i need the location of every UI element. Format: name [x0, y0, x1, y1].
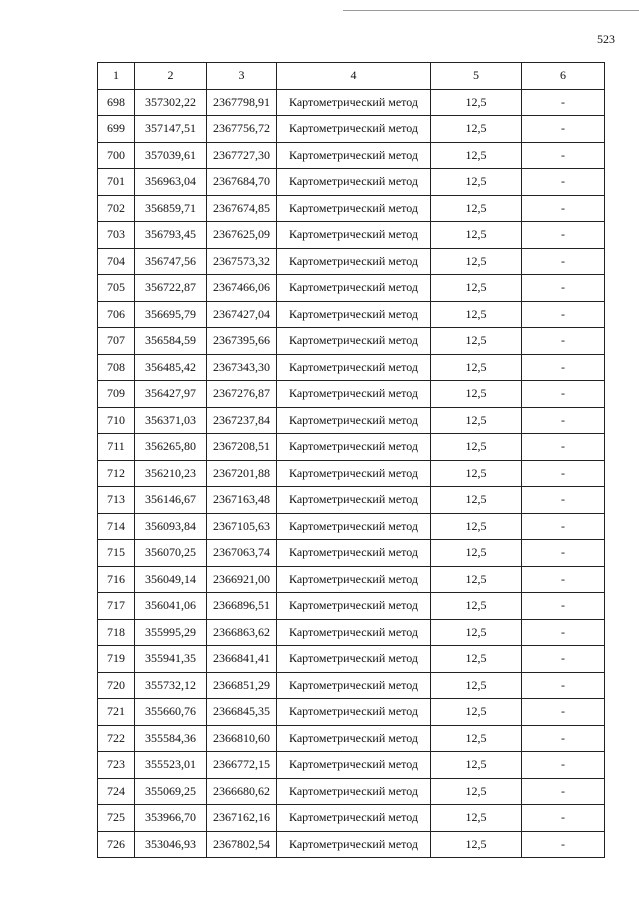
notes-cell: -: [522, 434, 605, 461]
notes-cell: -: [522, 275, 605, 302]
method-cell: Картометрический метод: [277, 116, 431, 143]
point-number-cell: 709: [98, 381, 135, 408]
header-col-6: 6: [522, 63, 605, 90]
notes-cell: -: [522, 593, 605, 620]
notes-cell: -: [522, 354, 605, 381]
notes-cell: -: [522, 566, 605, 593]
table-row: [98, 169, 605, 196]
point-number-cell: 712: [98, 460, 135, 487]
table-row: [98, 540, 605, 567]
table-row: [98, 142, 605, 169]
notes-cell: -: [522, 805, 605, 832]
accuracy-cell: 12,5: [431, 434, 522, 461]
table-header-row: [98, 63, 605, 90]
accuracy-cell: 12,5: [431, 89, 522, 116]
y-coordinate-cell: 2367684,70: [207, 169, 277, 196]
notes-cell: -: [522, 646, 605, 673]
method-cell: Картометрический метод: [277, 646, 431, 673]
notes-cell: -: [522, 195, 605, 222]
y-coordinate-cell: 2367727,30: [207, 142, 277, 169]
y-coordinate-cell: 2367162,16: [207, 805, 277, 832]
header-col-2: 2: [135, 63, 207, 90]
header-col-4: 4: [277, 63, 431, 90]
notes-cell: -: [522, 248, 605, 275]
accuracy-cell: 12,5: [431, 566, 522, 593]
point-number-cell: 713: [98, 487, 135, 514]
method-cell: Картометрический метод: [277, 831, 431, 858]
header-col-3: 3: [207, 63, 277, 90]
x-coordinate-cell: 356427,97: [135, 381, 207, 408]
point-number-cell: 722: [98, 725, 135, 752]
notes-cell: -: [522, 831, 605, 858]
point-number-cell: 699: [98, 116, 135, 143]
y-coordinate-cell: 2366680,62: [207, 778, 277, 805]
method-cell: Картометрический метод: [277, 593, 431, 620]
table-row: [98, 487, 605, 514]
y-coordinate-cell: 2367343,30: [207, 354, 277, 381]
x-coordinate-cell: 353966,70: [135, 805, 207, 832]
notes-cell: -: [522, 752, 605, 779]
x-coordinate-cell: 353046,93: [135, 831, 207, 858]
table-row: [98, 328, 605, 355]
notes-cell: -: [522, 381, 605, 408]
point-number-cell: 721: [98, 699, 135, 726]
point-number-cell: 714: [98, 513, 135, 540]
x-coordinate-cell: 355584,36: [135, 725, 207, 752]
y-coordinate-cell: 2366810,60: [207, 725, 277, 752]
x-coordinate-cell: 356722,87: [135, 275, 207, 302]
point-number-cell: 723: [98, 752, 135, 779]
accuracy-cell: 12,5: [431, 513, 522, 540]
point-number-cell: 719: [98, 646, 135, 673]
accuracy-cell: 12,5: [431, 646, 522, 673]
notes-cell: -: [522, 487, 605, 514]
notes-cell: -: [522, 116, 605, 143]
point-number-cell: 717: [98, 593, 135, 620]
point-number-cell: 708: [98, 354, 135, 381]
table-row: [98, 566, 605, 593]
y-coordinate-cell: 2367395,66: [207, 328, 277, 355]
x-coordinate-cell: 357147,51: [135, 116, 207, 143]
y-coordinate-cell: 2367105,63: [207, 513, 277, 540]
method-cell: Картометрический метод: [277, 487, 431, 514]
x-coordinate-cell: 357039,61: [135, 142, 207, 169]
table-row: [98, 195, 605, 222]
method-cell: Картометрический метод: [277, 89, 431, 116]
notes-cell: -: [522, 699, 605, 726]
point-number-cell: 707: [98, 328, 135, 355]
accuracy-cell: 12,5: [431, 222, 522, 249]
y-coordinate-cell: 2367276,87: [207, 381, 277, 408]
x-coordinate-cell: 356485,42: [135, 354, 207, 381]
point-number-cell: 705: [98, 275, 135, 302]
point-number-cell: 706: [98, 301, 135, 328]
x-coordinate-cell: 356070,25: [135, 540, 207, 567]
notes-cell: -: [522, 540, 605, 567]
accuracy-cell: 12,5: [431, 672, 522, 699]
y-coordinate-cell: 2366841,41: [207, 646, 277, 673]
accuracy-cell: 12,5: [431, 593, 522, 620]
accuracy-cell: 12,5: [431, 248, 522, 275]
notes-cell: -: [522, 142, 605, 169]
header-col-1: 1: [98, 63, 135, 90]
method-cell: Картометрический метод: [277, 805, 431, 832]
y-coordinate-cell: 2367798,91: [207, 89, 277, 116]
header-col-5: 5: [431, 63, 522, 90]
method-cell: Картометрический метод: [277, 407, 431, 434]
point-number-cell: 703: [98, 222, 135, 249]
y-coordinate-cell: 2367674,85: [207, 195, 277, 222]
method-cell: Картометрический метод: [277, 381, 431, 408]
accuracy-cell: 12,5: [431, 275, 522, 302]
notes-cell: -: [522, 169, 605, 196]
x-coordinate-cell: 357302,22: [135, 89, 207, 116]
point-number-cell: 701: [98, 169, 135, 196]
method-cell: Картометрический метод: [277, 699, 431, 726]
notes-cell: -: [522, 619, 605, 646]
x-coordinate-cell: 356371,03: [135, 407, 207, 434]
notes-cell: -: [522, 328, 605, 355]
method-cell: Картометрический метод: [277, 725, 431, 752]
y-coordinate-cell: 2366863,62: [207, 619, 277, 646]
table-row: [98, 593, 605, 620]
method-cell: Картометрический метод: [277, 301, 431, 328]
table-row: [98, 513, 605, 540]
y-coordinate-cell: 2367573,32: [207, 248, 277, 275]
method-cell: Картометрический метод: [277, 142, 431, 169]
x-coordinate-cell: 356041,06: [135, 593, 207, 620]
table-row: [98, 831, 605, 858]
table-row: [98, 381, 605, 408]
x-coordinate-cell: 355523,01: [135, 752, 207, 779]
y-coordinate-cell: 2366845,35: [207, 699, 277, 726]
table-row: [98, 646, 605, 673]
point-number-cell: 724: [98, 778, 135, 805]
table-row: [98, 89, 605, 116]
method-cell: Картометрический метод: [277, 460, 431, 487]
point-number-cell: 720: [98, 672, 135, 699]
table-row: [98, 301, 605, 328]
accuracy-cell: 12,5: [431, 805, 522, 832]
accuracy-cell: 12,5: [431, 116, 522, 143]
method-cell: Картометрический метод: [277, 275, 431, 302]
table-row: [98, 407, 605, 434]
accuracy-cell: 12,5: [431, 619, 522, 646]
x-coordinate-cell: 356093,84: [135, 513, 207, 540]
accuracy-cell: 12,5: [431, 460, 522, 487]
y-coordinate-cell: 2367427,04: [207, 301, 277, 328]
notes-cell: -: [522, 89, 605, 116]
y-coordinate-cell: 2366772,15: [207, 752, 277, 779]
point-number-cell: 725: [98, 805, 135, 832]
table-row: [98, 248, 605, 275]
y-coordinate-cell: 2367802,54: [207, 831, 277, 858]
point-number-cell: 726: [98, 831, 135, 858]
table-row: [98, 222, 605, 249]
y-coordinate-cell: 2366851,29: [207, 672, 277, 699]
y-coordinate-cell: 2367201,88: [207, 460, 277, 487]
method-cell: Картометрический метод: [277, 513, 431, 540]
notes-cell: -: [522, 301, 605, 328]
accuracy-cell: 12,5: [431, 169, 522, 196]
point-number-cell: 711: [98, 434, 135, 461]
method-cell: Картометрический метод: [277, 354, 431, 381]
table-row: [98, 805, 605, 832]
y-coordinate-cell: 2367237,84: [207, 407, 277, 434]
accuracy-cell: 12,5: [431, 407, 522, 434]
y-coordinate-cell: 2367163,48: [207, 487, 277, 514]
x-coordinate-cell: 356963,04: [135, 169, 207, 196]
accuracy-cell: 12,5: [431, 301, 522, 328]
accuracy-cell: 12,5: [431, 699, 522, 726]
table-body: [98, 89, 605, 858]
method-cell: Картометрический метод: [277, 619, 431, 646]
point-number-cell: 715: [98, 540, 135, 567]
table-row: [98, 434, 605, 461]
x-coordinate-cell: 356747,56: [135, 248, 207, 275]
method-cell: Картометрический метод: [277, 434, 431, 461]
x-coordinate-cell: 355732,12: [135, 672, 207, 699]
table-row: [98, 460, 605, 487]
x-coordinate-cell: 356265,80: [135, 434, 207, 461]
coordinates-table: [97, 62, 605, 858]
accuracy-cell: 12,5: [431, 831, 522, 858]
accuracy-cell: 12,5: [431, 195, 522, 222]
table-row: [98, 275, 605, 302]
table-row: [98, 752, 605, 779]
point-number-cell: 700: [98, 142, 135, 169]
table-row: [98, 699, 605, 726]
table-row: [98, 619, 605, 646]
x-coordinate-cell: 356146,67: [135, 487, 207, 514]
accuracy-cell: 12,5: [431, 752, 522, 779]
accuracy-cell: 12,5: [431, 540, 522, 567]
y-coordinate-cell: 2367625,09: [207, 222, 277, 249]
table-row: [98, 672, 605, 699]
point-number-cell: 718: [98, 619, 135, 646]
notes-cell: -: [522, 778, 605, 805]
method-cell: Картометрический метод: [277, 540, 431, 567]
method-cell: Картометрический метод: [277, 752, 431, 779]
table-row: [98, 116, 605, 143]
notes-cell: -: [522, 725, 605, 752]
y-coordinate-cell: 2367756,72: [207, 116, 277, 143]
x-coordinate-cell: 355069,25: [135, 778, 207, 805]
accuracy-cell: 12,5: [431, 354, 522, 381]
method-cell: Картометрический метод: [277, 328, 431, 355]
notes-cell: -: [522, 513, 605, 540]
notes-cell: -: [522, 460, 605, 487]
x-coordinate-cell: 356584,59: [135, 328, 207, 355]
point-number-cell: 698: [98, 89, 135, 116]
notes-cell: -: [522, 407, 605, 434]
x-coordinate-cell: 355660,76: [135, 699, 207, 726]
notes-cell: -: [522, 222, 605, 249]
method-cell: Картометрический метод: [277, 778, 431, 805]
page-top-rule: [343, 10, 639, 11]
y-coordinate-cell: 2367063,74: [207, 540, 277, 567]
x-coordinate-cell: 356793,45: [135, 222, 207, 249]
x-coordinate-cell: 355941,35: [135, 646, 207, 673]
method-cell: Картометрический метод: [277, 672, 431, 699]
accuracy-cell: 12,5: [431, 487, 522, 514]
method-cell: Картометрический метод: [277, 195, 431, 222]
table-row: [98, 778, 605, 805]
x-coordinate-cell: 356859,71: [135, 195, 207, 222]
accuracy-cell: 12,5: [431, 725, 522, 752]
point-number-cell: 702: [98, 195, 135, 222]
table-row: [98, 725, 605, 752]
page-number: 523: [597, 32, 615, 46]
accuracy-cell: 12,5: [431, 328, 522, 355]
table-row: [98, 354, 605, 381]
x-coordinate-cell: 355995,29: [135, 619, 207, 646]
method-cell: Картометрический метод: [277, 248, 431, 275]
x-coordinate-cell: 356210,23: [135, 460, 207, 487]
x-coordinate-cell: 356695,79: [135, 301, 207, 328]
accuracy-cell: 12,5: [431, 142, 522, 169]
y-coordinate-cell: 2366896,51: [207, 593, 277, 620]
point-number-cell: 716: [98, 566, 135, 593]
point-number-cell: 710: [98, 407, 135, 434]
point-number-cell: 704: [98, 248, 135, 275]
method-cell: Картометрический метод: [277, 566, 431, 593]
method-cell: Картометрический метод: [277, 222, 431, 249]
y-coordinate-cell: 2366921,00: [207, 566, 277, 593]
y-coordinate-cell: 2367466,06: [207, 275, 277, 302]
y-coordinate-cell: 2367208,51: [207, 434, 277, 461]
method-cell: Картометрический метод: [277, 169, 431, 196]
accuracy-cell: 12,5: [431, 381, 522, 408]
notes-cell: -: [522, 672, 605, 699]
accuracy-cell: 12,5: [431, 778, 522, 805]
x-coordinate-cell: 356049,14: [135, 566, 207, 593]
